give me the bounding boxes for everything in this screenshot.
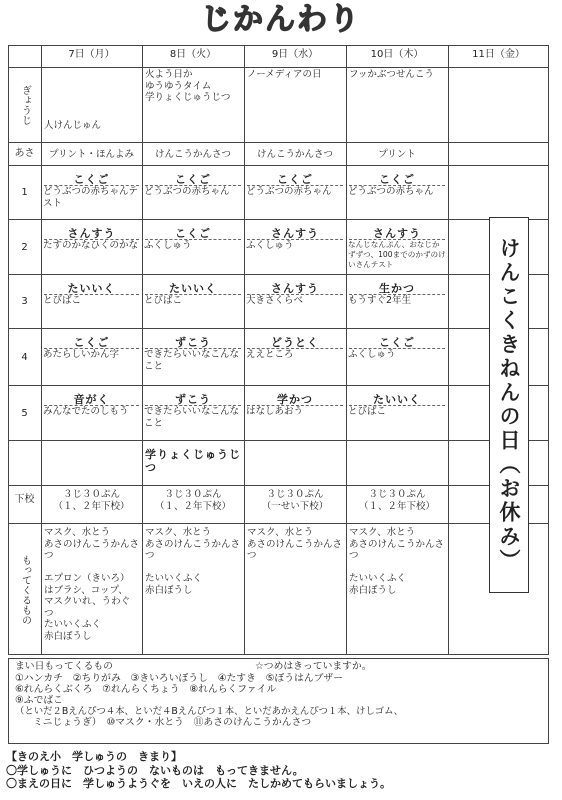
row-label-p3: 3	[21, 296, 28, 307]
daily-items-line: ミニじょうぎ） ⑩マスク・水とう ⑪あさのけんこうかんさつ	[33, 717, 312, 728]
gekou-note: （１、２年下校）	[358, 500, 435, 512]
asa-tue: けんこうかんさつ	[154, 149, 231, 160]
row-label-p1: 1	[21, 187, 28, 198]
day-header-mon: 7日（月）	[68, 49, 115, 60]
gyouji-tue: 火よう日か ゆうゆうタイム 学りょくじゅうじつ	[145, 69, 231, 103]
day-header-wed: 9日（水）	[271, 49, 319, 60]
row-label-gyouji: ぎょうじ	[19, 85, 31, 125]
daily-items-line: ⑥れんらくぶくろ ⑦れんらくちょう ⑧れんらくファイル	[15, 684, 277, 695]
period-note: ふくしゅう	[348, 349, 396, 360]
row-label-p4: 4	[21, 352, 28, 363]
timetable	[8, 45, 549, 655]
gekou-time: ３じ３０ぷん	[368, 489, 426, 500]
motte-tue: マスク、水とう あさのけんこうかんさつ たいいくふく 赤白ぼうし	[145, 527, 241, 596]
subject-label: たいいく	[67, 282, 116, 295]
subject-label: さんすう	[271, 227, 319, 240]
asa-thu: プリント	[378, 149, 416, 160]
rules-line: 〇まえの日に 学しゅうようぐを いえの人に たしかめてもらいましょう。	[6, 777, 391, 790]
row-label-motte: もってくるもの	[19, 555, 31, 625]
subject-label: こくご	[379, 173, 415, 186]
period-note: とびばこ	[144, 295, 183, 306]
asa-wed: けんこうかんさつ	[256, 149, 333, 160]
subject-label: 生かつ	[379, 282, 415, 295]
gekou-time: ３じ３０ぷん	[266, 489, 324, 500]
subject-label: どうとく	[271, 336, 319, 349]
gekou-note: （１、２年下校）	[154, 500, 231, 512]
period-note: もうすぐ2年生	[348, 295, 412, 306]
motte-thu: マスク、水とう あさのけんこうかんさつ たいいくふく 赤白ぼうし	[349, 527, 445, 596]
rules-line: 〇学しゅうに ひつようの ないものは もってきません。	[6, 763, 304, 777]
period-note: ええところ	[246, 349, 294, 360]
subject-label: さんすう	[373, 227, 421, 240]
day-header-fri: 11日（金）	[472, 49, 525, 60]
gekou-time: ３じ３０ぷん	[62, 489, 120, 500]
subject-label: ずこう	[175, 336, 211, 349]
subject-label: たいいく	[169, 282, 217, 295]
gyouji-mon: 人けんじゅん	[44, 120, 102, 131]
row-label-p5: 5	[21, 408, 28, 419]
day-header-thu: 10日（木）	[370, 49, 424, 60]
daily-items-box	[8, 658, 549, 744]
period-note: たすのかなひくのかな	[43, 240, 139, 251]
period-note: とびばこ	[348, 406, 387, 417]
gekou-tue	[143, 488, 243, 522]
subject-label: こくご	[73, 336, 110, 349]
friday-holiday-note: けんこくきねんの日（お休み）	[489, 217, 529, 593]
extra-row-tue: 学りょくじゅうじつ	[145, 448, 241, 474]
period-note: どうぶつの赤ちゃんテスト	[43, 186, 139, 209]
row-label-gekou: 下校	[14, 494, 35, 505]
daily-items-line: ①ハンカチ ②ちりがみ ③きいろいぼうし ④たすき ⑤ぼうはんブザー	[15, 673, 344, 684]
period-note: できたらいいなこんなこと	[144, 406, 240, 429]
period-note: どうぶつの赤ちゃん	[348, 186, 434, 197]
period-note: 大きさくらべ	[246, 295, 304, 306]
gyouji-wed: ノーメディアの日	[247, 69, 322, 80]
page-title: じかんわり	[201, 2, 361, 37]
rules-heading: 【きのえ小 学しゅうの きまり】	[6, 750, 182, 763]
gekou-note: （一せい下校）	[261, 500, 329, 512]
gyouji-thu: フッかぶつせんこう	[349, 69, 434, 80]
period-note: とびばこ	[43, 295, 82, 306]
subject-label: こくご	[175, 227, 211, 240]
row-label-p2: 2	[21, 242, 28, 253]
subject-label: 学かつ	[277, 393, 313, 406]
period-note: どうぶつの赤ちゃん	[246, 186, 332, 197]
period-note: どうぶつの赤ちゃん	[144, 186, 230, 197]
period-note: はなしあおう	[246, 406, 304, 417]
gekou-note: （１、２年下校）	[53, 500, 130, 512]
subject-label: たいいく	[373, 393, 421, 406]
subject-label: こくご	[277, 173, 313, 186]
period-note: みんなでたのしもう	[43, 406, 129, 417]
subject-label: こくご	[379, 336, 415, 349]
row-label-asa: あさ	[14, 148, 35, 159]
motte-mon: マスク、水とう あさのけんこうかんさつ エプロン（きいろ） はブラシ、コップ、 マスクいれ、うわぐつ たいいくふく 赤白ぼうし	[44, 527, 140, 642]
subject-label: こくご	[73, 173, 110, 186]
subject-label: 音がく	[73, 393, 110, 406]
gekou-thu	[347, 488, 447, 522]
period-note: なんじなんぷん、おなじかずずつ、100までのかずのけいさんテスト	[348, 240, 446, 269]
period-note: できたらいいなこんなこと	[144, 349, 240, 372]
period-note: ふくしゅう	[246, 240, 294, 251]
gekou-mon	[42, 488, 141, 522]
daily-items-line: ⑨ふでばこ	[15, 695, 63, 706]
day-header-tue: 8日（火）	[169, 49, 217, 60]
daily-items-heading: まい日もってくるもの	[15, 661, 113, 672]
motte-wed: マスク、水とう あさのけんこうかんさつ	[247, 527, 343, 561]
subject-label: ずこう	[175, 393, 211, 406]
gekou-time: ３じ３０ぷん	[164, 489, 222, 500]
subject-label: こくご	[175, 173, 211, 186]
subject-label: さんすう	[67, 227, 116, 240]
period-note: ふくしゅう	[144, 240, 192, 251]
subject-label: さんすう	[271, 282, 319, 295]
asa-mon: プリント・ほんよみ	[48, 149, 135, 160]
period-note: あたらしいかん字	[43, 349, 120, 360]
daily-items-line: （といだ２Bえんぴつ４本、といだ４Bえんぴつ１本、といだあかえんぴつ１本、けしゴム、	[15, 706, 404, 717]
gekou-wed	[245, 488, 345, 522]
school-rules	[6, 750, 556, 791]
nails-note: ☆つめはきっていますか。	[255, 661, 372, 672]
